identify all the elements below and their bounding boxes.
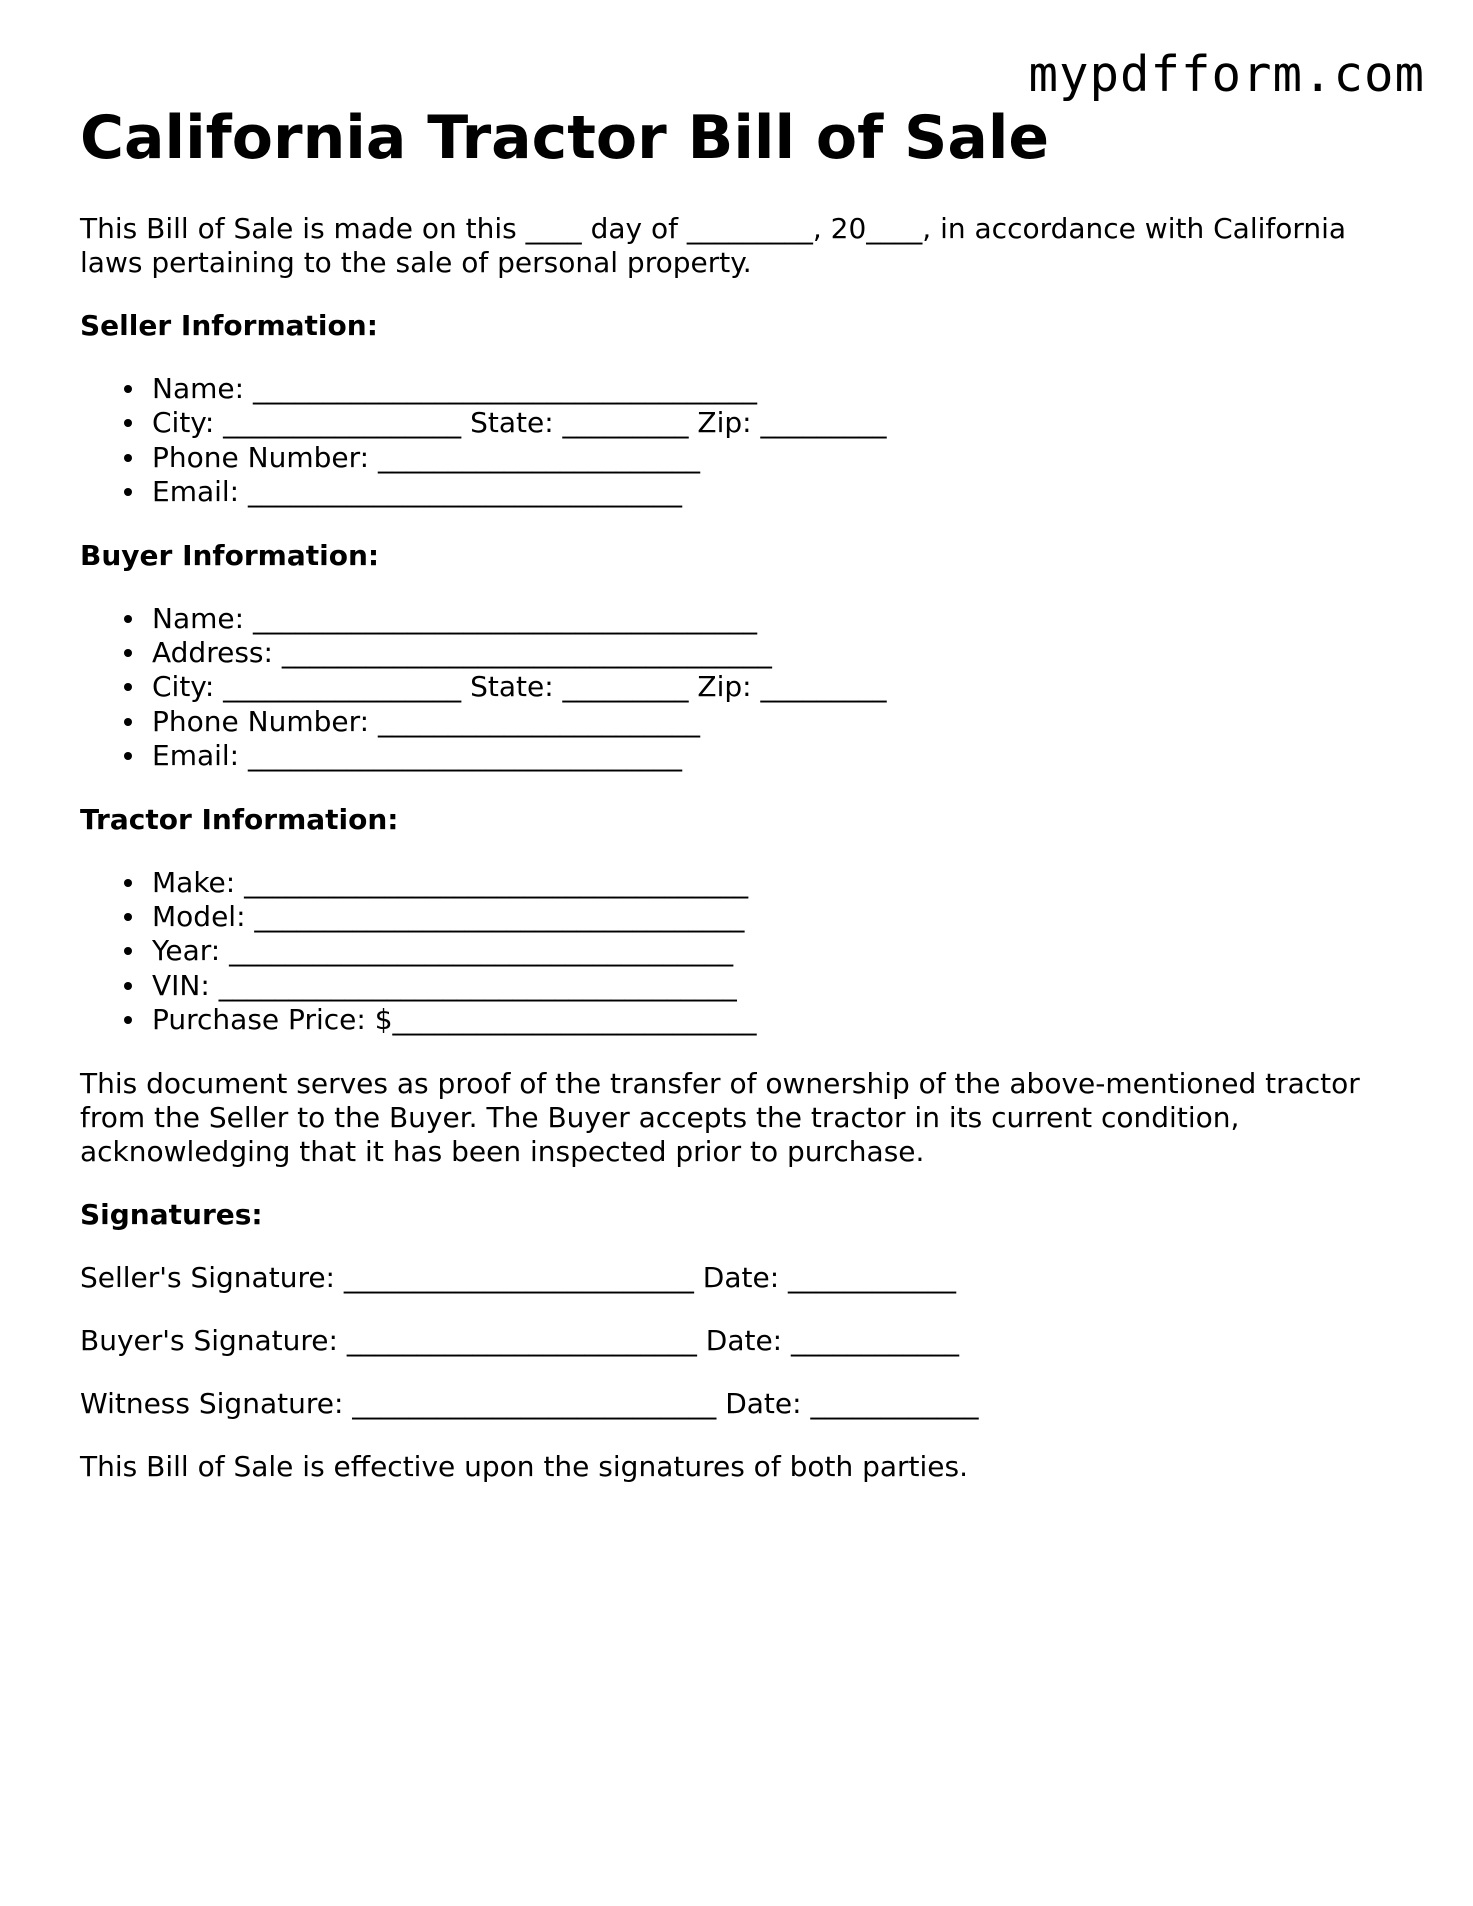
seller-field-list — [80, 372, 1410, 510]
witness-signature-line[interactable]: Witness Signature: __________________________ Date: ____________ — [80, 1386, 979, 1420]
buyer-field-list — [80, 602, 1410, 774]
ownership-paragraph: This document serves as proof of the transfer of ownership of the above-mentioned tractor from the Seller to the Buyer. The Buyer accepts the tractor in its current condition, acknowledging that it has been inspected prior to purchase. — [80, 1066, 1360, 1168]
tractor-field-list — [80, 866, 1410, 1038]
seller-city-state-zip-field[interactable]: City: _________________ State: _________ Zip: _________ — [152, 406, 1410, 440]
tractor-make-field[interactable]: Make: ____________________________________ — [152, 866, 1410, 900]
seller-email-field[interactable]: Email: _______________________________ — [152, 475, 1410, 509]
tractor-vin-field[interactable]: VIN: _____________________________________ — [152, 969, 1410, 1003]
signatures-heading: Signatures: — [80, 1197, 263, 1231]
seller-phone-field[interactable]: Phone Number: _______________________ — [152, 441, 1410, 475]
buyer-phone-field[interactable]: Phone Number: _______________________ — [152, 705, 1410, 739]
seller-heading: Seller Information: — [80, 309, 378, 342]
seller-name-field[interactable]: Name: ____________________________________ — [152, 372, 1410, 406]
tractor-model-field[interactable]: Model: ___________________________________ — [152, 900, 1410, 934]
seller-signature-line[interactable]: Seller's Signature: _________________________ Date: ____________ — [80, 1260, 957, 1294]
tractor-heading: Tractor Information: — [80, 802, 399, 836]
tractor-price-field[interactable]: Purchase Price: $__________________________ — [152, 1003, 1410, 1037]
page-title: California Tractor Bill of Sale — [80, 103, 1050, 173]
buyer-city-state-zip-field[interactable]: City: _________________ State: _________ Zip: _________ — [152, 670, 1410, 704]
document-page — [80, 103, 1410, 1484]
buyer-signature-line[interactable]: Buyer's Signature: _________________________ Date: ____________ — [80, 1323, 960, 1357]
buyer-heading: Buyer Information: — [80, 538, 380, 572]
buyer-address-field[interactable]: Address: ___________________________________ — [152, 636, 1410, 670]
buyer-name-field[interactable]: Name: ____________________________________ — [152, 602, 1410, 636]
tractor-year-field[interactable]: Year: ____________________________________ — [152, 934, 1410, 968]
buyer-email-field[interactable]: Email: _______________________________ — [152, 739, 1410, 773]
site-watermark: mypdfform.com — [1028, 46, 1425, 103]
intro-paragraph: This Bill of Sale is made on this ____ day of _________, 20____, in accordance with California laws pertaining to the sale of personal property. — [80, 212, 1347, 279]
effective-statement: This Bill of Sale is effective upon the signatures of both parties. — [80, 1449, 969, 1483]
